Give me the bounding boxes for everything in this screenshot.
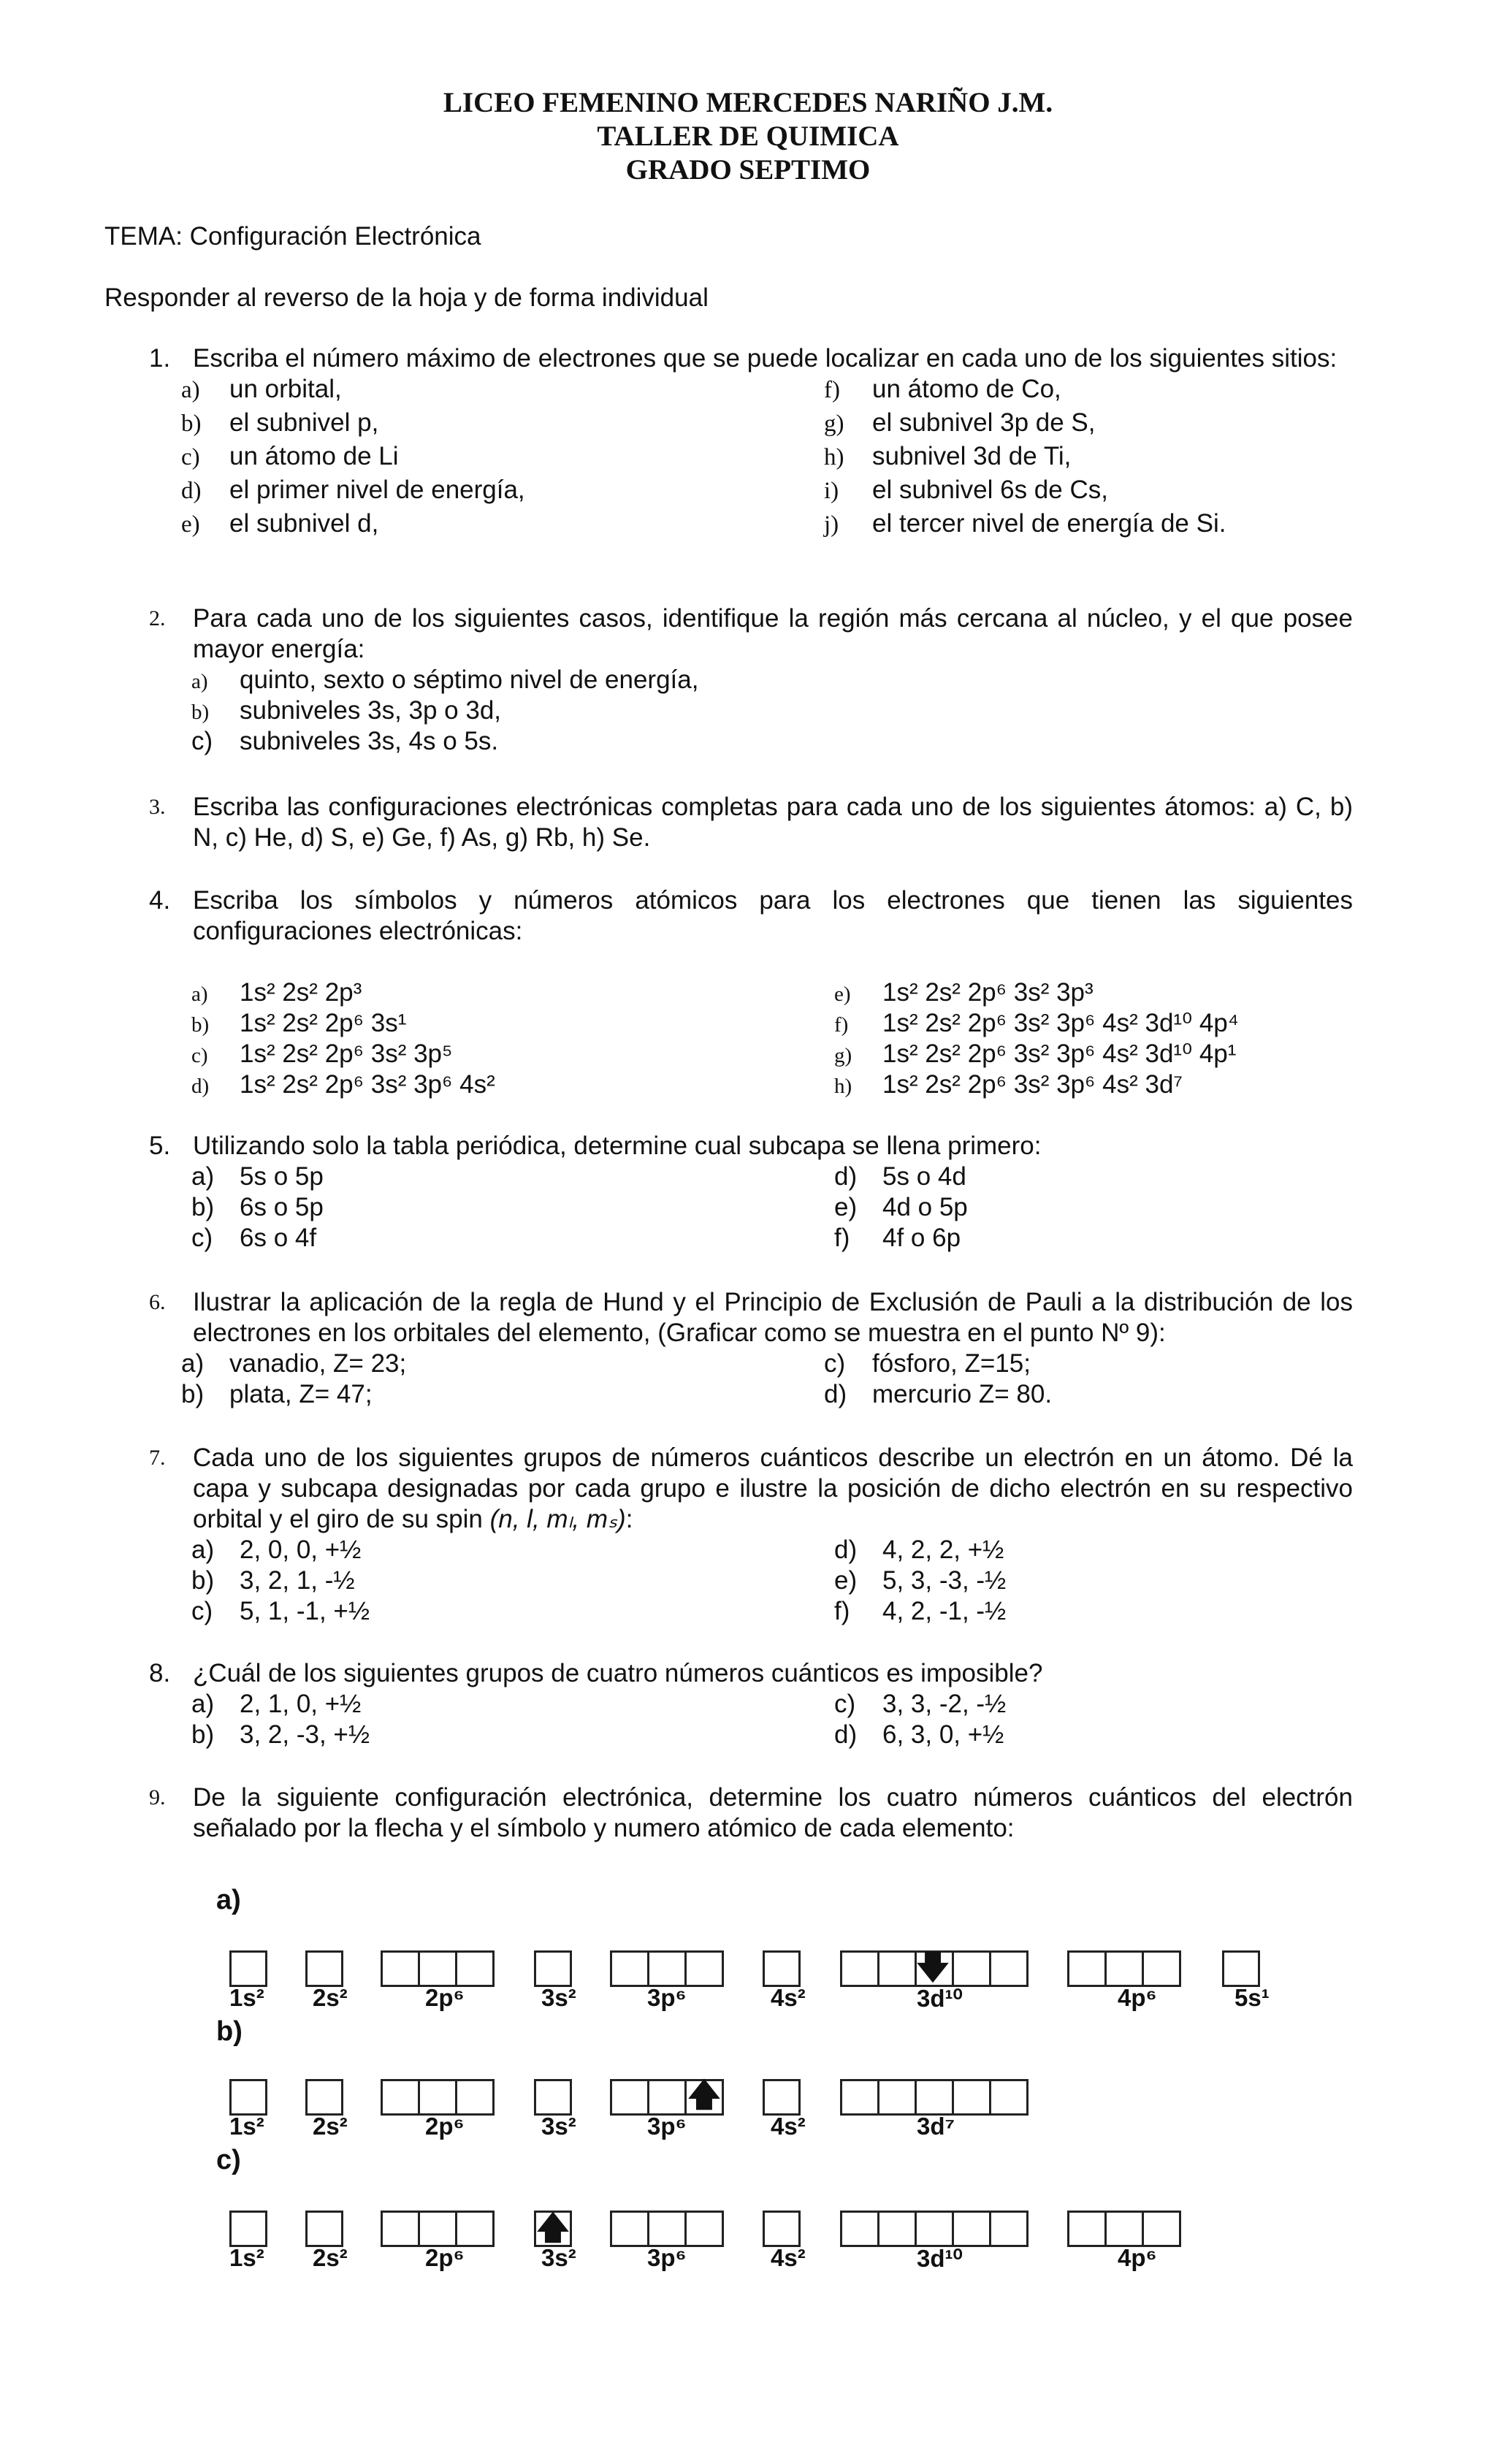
question-2 xyxy=(149,603,1353,760)
question-text: Utilizando solo la tabla periódica, determine cual subcapa se llena primero: xyxy=(193,1132,1042,1160)
list-item: h) 1s² 2s² 2p⁶ 3s² 3p⁶ 4s² 3d⁷ xyxy=(834,1070,1183,1099)
list-item: e) el subnivel d, xyxy=(181,509,379,538)
orbital-label: 3s² xyxy=(541,2244,576,2271)
school-name: LICEO FEMENINO MERCEDES NARIÑO J.M. xyxy=(443,87,1053,118)
question-9 xyxy=(149,1782,1353,1844)
orbital-box xyxy=(229,2079,267,2116)
list-item: e) 4d o 5p xyxy=(834,1193,968,1221)
orbital-box xyxy=(647,1950,687,1987)
orbital-box xyxy=(989,1950,1028,1987)
orbital-box xyxy=(610,2079,649,2116)
list-item: j) el tercer nivel de energía de Si. xyxy=(824,509,1226,538)
list-item: b) 6s o 5p xyxy=(191,1193,324,1221)
orbital-box xyxy=(763,2211,801,2247)
orbital-box xyxy=(1104,1950,1144,1987)
list-item: d) 1s² 2s² 2p⁶ 3s² 3p⁶ 4s² xyxy=(191,1070,495,1099)
question-7 xyxy=(149,1443,1353,1630)
question-number: 2. xyxy=(149,606,166,630)
orbital-box xyxy=(1222,1950,1260,1987)
list-item: g) el subnivel 3p de S, xyxy=(824,408,1096,437)
orbital-label: 1s² xyxy=(229,2113,264,2140)
topic-line: TEMA: Configuración Electrónica xyxy=(104,222,481,251)
orbital-box xyxy=(1067,1950,1107,1987)
list-item: d) el primer nivel de energía, xyxy=(181,476,525,504)
orbital-label: 1s² xyxy=(229,1984,264,2011)
question-number: 8. xyxy=(149,1659,171,1687)
orbital-box xyxy=(1142,2211,1181,2247)
orbital-label: 1s² xyxy=(229,2244,264,2271)
orbital-box xyxy=(952,1950,991,1987)
list-item: c) 3, 3, -2, -½ xyxy=(834,1690,1007,1718)
orbital-box xyxy=(418,2211,457,2247)
list-item: f) un átomo de Co, xyxy=(824,375,1061,403)
diagram-label-b: b) xyxy=(216,2016,243,2047)
orbital-box xyxy=(840,2079,879,2116)
orbital-box xyxy=(763,1950,801,1987)
document-header xyxy=(0,86,1496,187)
list-item: a) 2, 1, 0, +½ xyxy=(191,1690,362,1718)
list-item: c) fósforo, Z=15; xyxy=(824,1349,1031,1378)
list-item: c) 6s o 4f xyxy=(191,1224,317,1252)
list-item: b) el subnivel p, xyxy=(181,408,379,437)
list-item: a) un orbital, xyxy=(181,375,342,403)
list-item: f) 1s² 2s² 2p⁶ 3s² 3p⁶ 4s² 3d¹⁰ 4p⁴ xyxy=(834,1009,1239,1037)
list-item: a) vanadio, Z= 23; xyxy=(181,1349,407,1378)
orbital-label: 3d¹⁰ xyxy=(917,2245,963,2272)
workshop-title: TALLER DE QUIMICA xyxy=(597,121,899,152)
list-item: c) 5, 1, -1, +½ xyxy=(191,1597,370,1625)
orbital-box xyxy=(647,2211,687,2247)
orbital-box xyxy=(610,1950,649,1987)
list-item: b) plata, Z= 47; xyxy=(181,1380,373,1408)
question-text: Para cada uno de los siguientes casos, identifique la región más cercana al núcleo, y el que posee mayor energía: xyxy=(193,604,1353,663)
list-item: f) 4f o 6p xyxy=(834,1224,961,1252)
list-item: b) 1s² 2s² 2p⁶ 3s¹ xyxy=(191,1009,407,1037)
answer-list xyxy=(149,1689,1353,1755)
question-number: 5. xyxy=(149,1132,171,1160)
orbital-box xyxy=(989,2079,1028,2116)
orbital-box xyxy=(647,2079,687,2116)
question-number: 7. xyxy=(149,1446,166,1470)
orbital-box xyxy=(455,2211,495,2247)
question-5 xyxy=(149,1131,1353,1256)
question-text: Escriba los símbolos y números atómicos para los electrones que tienen las siguientes configuraciones electrónicas: xyxy=(193,886,1353,945)
config-list xyxy=(191,977,1360,1109)
question-1 xyxy=(149,343,1353,542)
question-number: 4. xyxy=(149,886,171,915)
list-item: e) 1s² 2s² 2p⁶ 3s² 3p³ xyxy=(834,978,1094,1007)
answer-list xyxy=(149,374,1353,542)
orbital-label: 5s¹ xyxy=(1234,1984,1270,2011)
list-item: d) mercurio Z= 80. xyxy=(824,1380,1053,1408)
orbital-box xyxy=(1142,1950,1181,1987)
orbital-box xyxy=(305,1950,343,1987)
question-text: ¿Cuál de los siguientes grupos de cuatro números cuánticos es imposible? xyxy=(193,1659,1043,1687)
question-text: Escriba las configuraciones electrónicas completas para cada uno de los siguientes átomos: a) C, b) N, c) He, d) S, e) Ge, f) As, g) Rb, h) Se. xyxy=(193,793,1353,852)
orbital-box xyxy=(229,2211,267,2247)
orbital-box xyxy=(915,2211,954,2247)
list-item: b) 3, 2, -3, +½ xyxy=(191,1720,370,1749)
grade-title: GRADO SEPTIMO xyxy=(625,154,871,186)
orbital-label: 3p⁶ xyxy=(647,1984,687,2011)
orbital-box xyxy=(952,2079,991,2116)
orbital-box xyxy=(381,1950,420,1987)
orbital-label: 3p⁶ xyxy=(647,2244,687,2271)
orbital-label: 4s² xyxy=(771,2244,806,2271)
orbital-label: 2s² xyxy=(313,2244,348,2271)
answer-list xyxy=(149,1349,1353,1414)
orbital-label: 3d¹⁰ xyxy=(917,1985,963,2012)
question-8 xyxy=(149,1658,1353,1755)
orbital-box xyxy=(418,2079,457,2116)
orbital-box xyxy=(684,1950,724,1987)
list-item: a) 1s² 2s² 2p³ xyxy=(191,978,362,1007)
orbital-label: 4s² xyxy=(771,1984,806,2011)
question-number: 9. xyxy=(149,1785,166,1809)
question-number: 3. xyxy=(149,795,166,819)
orbital-label: 2p⁶ xyxy=(425,2244,465,2271)
orbital-box xyxy=(1104,2211,1144,2247)
orbital-label: 4s² xyxy=(771,2113,806,2140)
orbital-box xyxy=(418,1950,457,1987)
orbital-box xyxy=(763,2079,801,2116)
question-number: 1. xyxy=(149,344,171,373)
list-item: h) subnivel 3d de Ti, xyxy=(824,442,1072,470)
list-item: i) el subnivel 6s de Cs, xyxy=(824,476,1108,504)
spin-up-arrow-icon: 🡅 xyxy=(687,2077,721,2113)
list-item: a) quinto, sexto o séptimo nivel de energía, xyxy=(191,665,699,694)
orbital-box xyxy=(534,2079,572,2116)
orbital-box xyxy=(877,1950,917,1987)
orbital-box xyxy=(610,2211,649,2247)
list-item: c) 1s² 2s² 2p⁶ 3s² 3p⁵ xyxy=(191,1040,453,1068)
orbital-label: 2p⁶ xyxy=(425,2113,465,2140)
list-item: b) 3, 2, 1, -½ xyxy=(191,1566,355,1595)
instruction-line: Responder al reverso de la hoja y de forma individual xyxy=(104,283,709,312)
orbital-box xyxy=(952,2211,991,2247)
orbital-box xyxy=(1067,2211,1107,2247)
orbital-box xyxy=(534,1950,572,1987)
orbital-box xyxy=(989,2211,1028,2247)
orbital-label: 2s² xyxy=(313,2113,348,2140)
list-item: e) 5, 3, -3, -½ xyxy=(834,1566,1007,1595)
answer-list xyxy=(149,1162,1353,1256)
orbital-label: 4p⁶ xyxy=(1118,2244,1157,2271)
orbital-box xyxy=(877,2211,917,2247)
question-4 xyxy=(149,885,1353,947)
answer-list xyxy=(149,1535,1353,1630)
list-item: c) subniveles 3s, 4s o 5s. xyxy=(191,727,499,755)
list-item: a) 2, 0, 0, +½ xyxy=(191,1536,362,1564)
list-item: d) 5s o 4d xyxy=(834,1162,966,1191)
orbital-label: 3s² xyxy=(541,1984,576,2011)
list-item: f) 4, 2, -1, -½ xyxy=(834,1597,1007,1625)
orbital-box xyxy=(229,1950,267,1987)
list-item: d) 4, 2, 2, +½ xyxy=(834,1536,1004,1564)
list-item: b) subniveles 3s, 3p o 3d, xyxy=(191,696,502,725)
orbital-box xyxy=(381,2211,420,2247)
question-number: 6. xyxy=(149,1290,166,1314)
list-item: a) 5s o 5p xyxy=(191,1162,324,1191)
spin-down-arrow-icon: 🡇 xyxy=(916,1950,950,1986)
list-item: d) 6, 3, 0, +½ xyxy=(834,1720,1004,1749)
list-item: g) 1s² 2s² 2p⁶ 3s² 3p⁶ 4s² 3d¹⁰ 4p¹ xyxy=(834,1040,1237,1068)
question-3 xyxy=(149,792,1353,853)
orbital-box xyxy=(455,2079,495,2116)
orbital-label: 4p⁶ xyxy=(1118,1984,1157,2011)
spin-up-arrow-icon: 🡅 xyxy=(536,2210,570,2246)
orbital-label: 2p⁶ xyxy=(425,1984,465,2011)
orbital-box xyxy=(915,2079,954,2116)
orbital-box xyxy=(840,2211,879,2247)
orbital-box xyxy=(877,2079,917,2116)
question-text: De la siguiente configuración electrónica, determine los cuatro números cuánticos del electrón señalado por la flecha y el símbolo y numero atómico de cada elemento: xyxy=(193,1783,1353,1842)
orbital-label: 2s² xyxy=(313,1984,348,2011)
orbital-box xyxy=(684,2211,724,2247)
orbital-box xyxy=(305,2211,343,2247)
orbital-box xyxy=(381,2079,420,2116)
list-item: c) un átomo de Li xyxy=(181,442,399,470)
question-text: Ilustrar la aplicación de la regla de Hund y el Principio de Exclusión de Pauli a la distribución de los electrones en los orbitales del elemento, (Graficar como se muestra en el punto Nº 9): xyxy=(193,1288,1353,1347)
orbital-label: 3d⁷ xyxy=(917,2113,955,2140)
diagram-label-a: a) xyxy=(216,1885,241,1915)
orbital-box xyxy=(840,1950,879,1987)
diagram-label-c: c) xyxy=(216,2145,241,2175)
orbital-box xyxy=(305,2079,343,2116)
orbital-box xyxy=(455,1950,495,1987)
answer-list xyxy=(149,665,1353,760)
orbital-label: 3p⁶ xyxy=(647,2113,687,2140)
orbital-label: 3s² xyxy=(541,2113,576,2140)
question-text: Escriba el número máximo de electrones que se puede localizar en cada uno de los siguientes sitios: xyxy=(193,344,1337,373)
question-6 xyxy=(149,1287,1353,1414)
question-text: Cada uno de los siguientes grupos de números cuánticos describe un electrón en un átomo. Dé la capa y subcapa designadas por cada grupo e ilustre la posición de dicho electrón en su respectivo orbital y el giro de su spin (n, l, mₗ, mₛ): xyxy=(193,1443,1353,1533)
